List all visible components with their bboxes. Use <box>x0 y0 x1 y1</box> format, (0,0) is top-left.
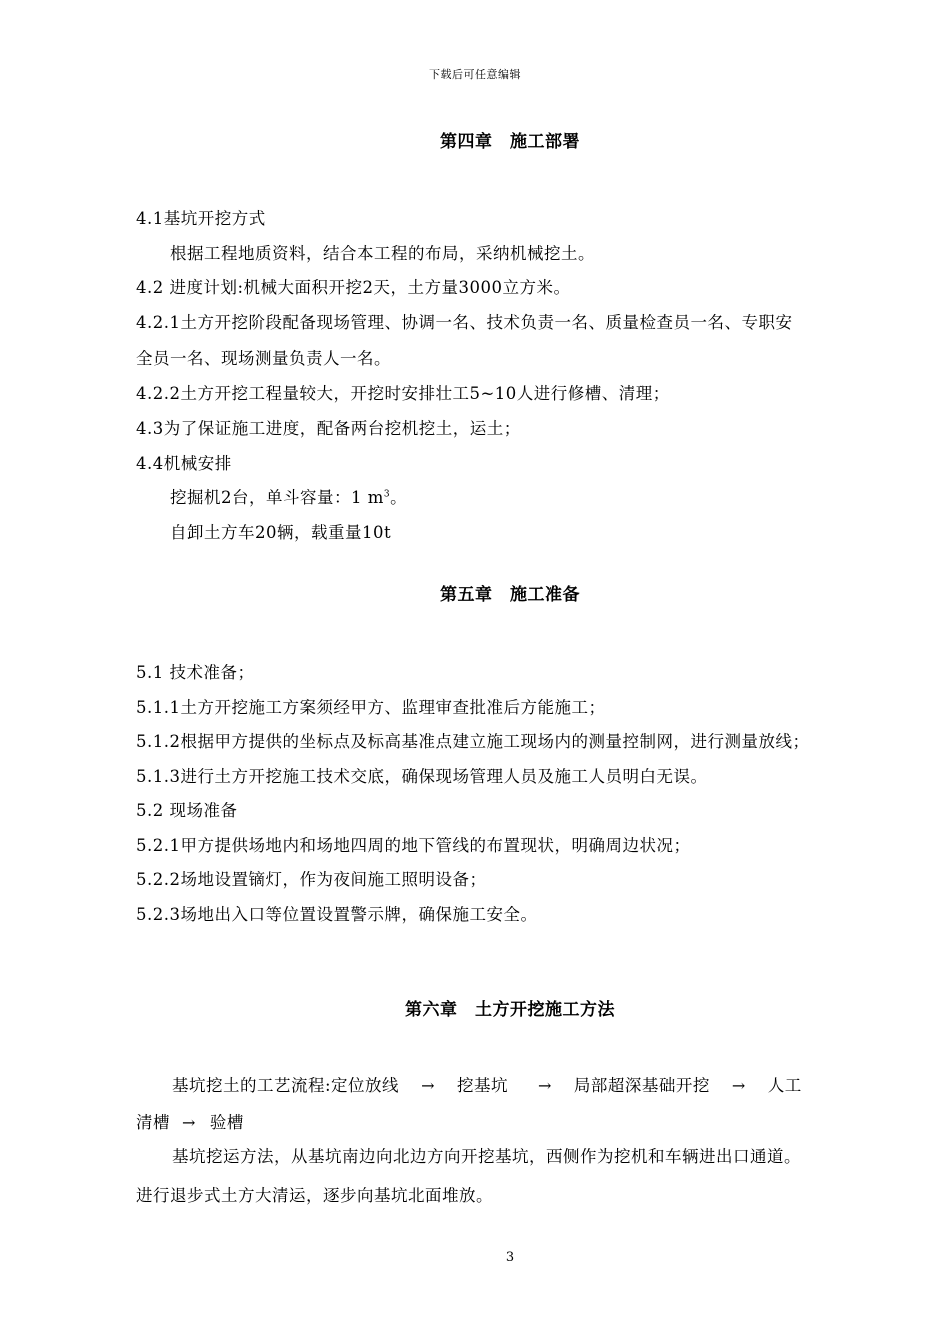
excavation-method: 基坑挖运方法，从基坑南边向北边方向开挖基坑，西侧作为挖机和车辆进出口通道。 <box>172 1147 801 1166</box>
section-4-4: 4.4机械安排 <box>136 454 232 473</box>
flow-arrow-4: → <box>182 1113 196 1132</box>
section-5-2: 5.2 现场准备 <box>136 801 238 820</box>
section-5-1-1: 5.1.1土方开挖施工方案须经甲方、监理审查批准后方能施工； <box>136 698 606 717</box>
flow-intro: 基坑挖土的工艺流程:定位放线 <box>172 1076 400 1095</box>
flow-step-dig: 挖基坑 <box>456 1076 508 1095</box>
flow-arrow-1: → <box>421 1076 435 1095</box>
flow-arrow-3: → <box>731 1076 746 1095</box>
header-note: 下载后可任意编辑 <box>429 68 521 81</box>
section-5-2-3: 5.2.3场地出入口等位置设置警示牌，确保施工安全。 <box>136 905 538 924</box>
section-4-1: 4.1基坑开挖方式 <box>136 209 266 228</box>
excavation-method-cont: 进行退步式土方大清运，逐步向基坑北面堆放。 <box>136 1186 493 1205</box>
section-5-2-2: 5.2.2场地设置镝灯，作为夜间施工照明设备； <box>136 870 487 889</box>
section-4-2-1: 4.2.1土方开挖阶段配备现场管理、协调一名、技术负责一名、质量检查员一名、专职安 <box>136 313 793 332</box>
section-5-1-3: 5.1.3进行土方开挖施工技术交底，确保现场管理人员及施工人员明白无误。 <box>136 767 708 786</box>
chapter-6-title: 第六章 土方开挖施工方法 <box>405 1000 615 1020</box>
cubic-superscript: 3 <box>383 489 391 500</box>
section-4-2: 4.2 进度计划:机械大面积开挖2天，土方量3000立方米。 <box>136 278 571 297</box>
excavator-text: 挖掘机2台，单斗容量：1 m <box>170 488 384 507</box>
chapter-4-title: 第四章 施工部署 <box>440 132 580 152</box>
flow-step-deep: 局部超深基础开挖 <box>573 1076 710 1095</box>
dump-truck-line: 自卸土方车20辆，载重量10t <box>170 523 392 542</box>
section-5-1: 5.1 技术准备； <box>136 663 255 682</box>
flow-step-manual: 人工 <box>767 1076 802 1095</box>
excavator-line <box>170 484 407 508</box>
flow-step-clean: 清槽 <box>136 1113 170 1132</box>
section-5-1-2: 5.1.2根据甲方提供的坐标点及标高基准点建立施工现场内的测量控制网，进行测量放线； <box>136 732 810 751</box>
paragraph-4-1: 根据工程地质资料，结合本工程的布局，采纳机械挖土。 <box>170 244 595 263</box>
process-flow-line-2 <box>136 1109 244 1133</box>
section-4-2-2: 4.2.2土方开挖工程量较大，开挖时安排壮工5~10人进行修槽、清理； <box>136 384 670 403</box>
section-4-2-1-cont: 全员一名、现场测量负责人一名。 <box>136 349 391 368</box>
chapter-5-title: 第五章 施工准备 <box>440 585 580 605</box>
section-4-3: 4.3为了保证施工进度，配备两台挖机挖土，运土； <box>136 419 521 438</box>
process-flow-line <box>172 1072 802 1096</box>
section-5-2-1: 5.2.1甲方提供场地内和场地四周的地下管线的布置现状，明确周边状况； <box>136 836 691 855</box>
flow-arrow-2: → <box>537 1076 552 1095</box>
page-number: 3 <box>505 1250 515 1265</box>
flow-step-inspect: 验槽 <box>209 1113 244 1132</box>
excavator-suffix: 。 <box>390 488 408 507</box>
